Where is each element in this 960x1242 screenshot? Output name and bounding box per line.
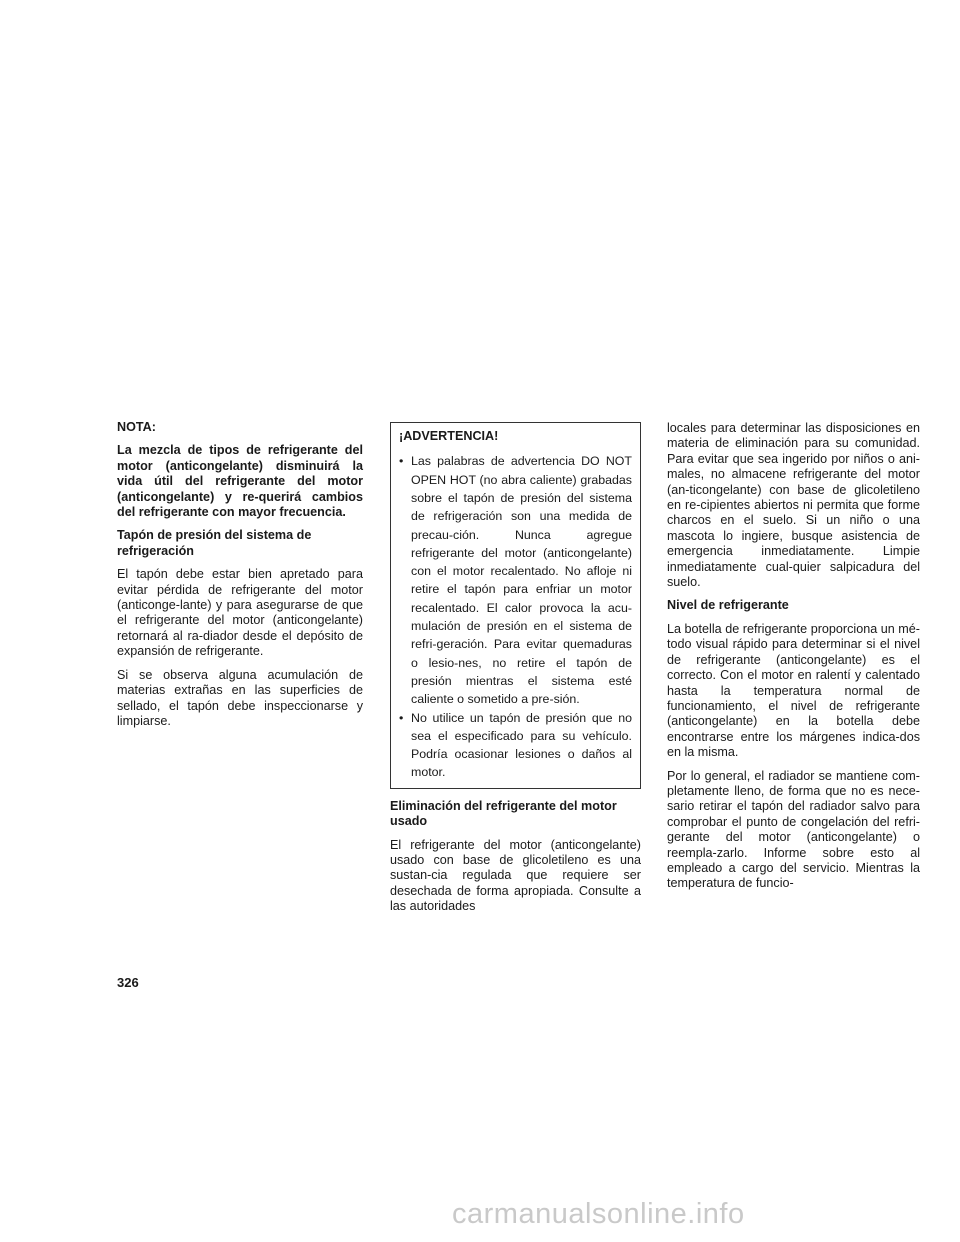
paragraph-pressure-cap: El tapón debe estar bien apretado para evitar pérdida de refrigerante del motor (anticonge-lante) y para asegurarse de que el refrigerante del motor (anticongelante) retornará al ra-diador desde el depósito de expansión de refrigerante. (117, 567, 363, 659)
section-heading-pressure-cap: Tapón de presión del sistema de refrigeración (117, 528, 312, 558)
note-text: La mezcla de tipos de refrigerante del motor (anticongelante) disminuirá la vida útil del refrigerante del motor (anticongelante) y re-querirá cambios del refrigerante con mayor frecuencia. (117, 443, 363, 520)
column-right (667, 421, 920, 900)
warning-list (399, 452, 632, 781)
bullet-icon: • (399, 454, 404, 469)
column-left (117, 420, 363, 737)
warning-title: ¡ADVERTENCIA! (399, 429, 499, 443)
section-heading-coolant-level: Nivel de refrigerante (667, 598, 789, 613)
section-heading-disposal: Eliminación del refrigerante del motor usado (390, 798, 617, 829)
note-label: NOTA: (117, 420, 156, 434)
paragraph-radiator: Por lo general, el radiador se mantiene com-pletamente lleno, de forma que no es nece-sario retirar el tapón del radiador salvo para comprobar el punto de congelación del refri-gerante del motor (anticongelante) o reempla-zarlo. Informe sobre esto al empleado a cargo del servicio. Mientras la temperatura de funcio- (667, 768, 920, 891)
warning-item-text: Las palabras de advertencia DO NOT OPEN HOT (no abra caliente) grabadas sobre el tapón de presión del sistema de refrigeración son una medida de precau-ción. Nunca agregue refrigerante del motor (anticongelante) con el motor recalentado. No afloje ni retire el tapón para enfriar un motor recalentado. El calor provoca la acu-mulación de presión en el sistema de refri-geración. Para evitar quemaduras o lesio-nes, no retire el tapón de presión mientras el sistema esté caliente o sometido a pre-sión. (411, 454, 632, 707)
bullet-icon: • (399, 710, 404, 725)
page-number: 326 (117, 975, 139, 990)
warning-box (390, 422, 641, 789)
warning-item (399, 452, 632, 708)
paragraph-disposal-continued: locales para determinar las disposiciones en materia de eliminación para su comunidad. Para evitar que sea ingerido por niños o ani-males, no almacene refrigerante del motor (an-ticongelante) con base de glicoletileno en re-cipientes abiertos ni permita que forme charcos en el suelo. Si un niño o una mascota lo ingiere, busque asistencia de emergencia inmediatamente. Limpie inmediatamente cual-quier salpicadura del suelo. (667, 421, 920, 590)
paragraph-disposal: El refrigerante del motor (anticongelante) usado con base de glicoletileno es una sustan-cia regulada que requiere ser desechada de forma apropiada. Consulte a las autoridades (390, 837, 641, 914)
paragraph-coolant-level: La botella de refrigerante proporciona un mé-todo visual rápido para determinar si el nivel de refrigerante (anticongelante) es el correcto. Con el motor en ralentí y calentado hasta la temperatura normal de funcionamiento, el nivel de refrigerante (anticongelante) en la botella debe encontrarse entre los márgenes indica-dos en la misma. (667, 621, 920, 760)
paragraph-sealing-surfaces: Si se observa alguna acumulación de materias extrañas en las superficies de sellado, el tapón debe inspeccionarse y limpiarse. (117, 667, 363, 728)
watermark: carmanualsonline.info (452, 1198, 745, 1230)
column-middle (390, 422, 641, 923)
warning-item-text: No utilice un tapón de presión que no sea el especificado para su vehículo. Podría ocasionar lesiones o daños al motor. (411, 710, 632, 780)
warning-item (399, 709, 632, 782)
